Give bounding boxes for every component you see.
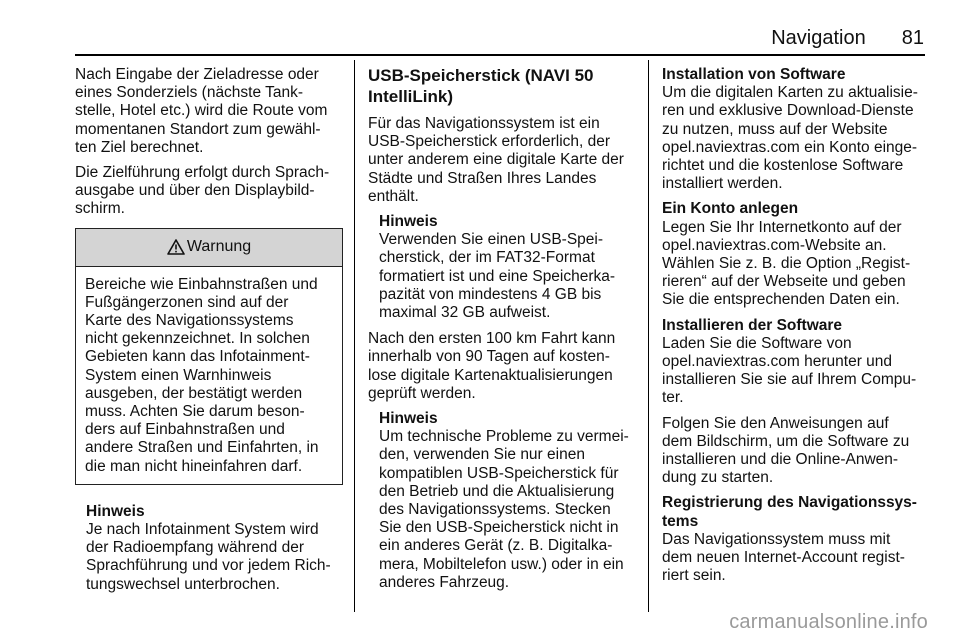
section-title: Navigation [771,27,866,49]
column-divider-1 [354,60,355,612]
warning-title: Warnung [186,238,252,256]
column-1 [75,66,343,602]
create-account-section [662,200,928,309]
note-title: Hinweis [379,213,438,231]
warning-text: Bereiche wie Einbahnstraßen und Fußgängerzonen sind auf der Karte des Navigationssystems nicht gekennzeichnet. In solchen Gebieten kann das Infotainment- System einen Warnhinweis ausgeben, der bestätigt werden muss. Achten Sie darum beson- ders auf Einbahnstraßen und andere Straßen und Einfahrten, in die man nicht hineinfahren darf. [85,275,319,475]
subheading: Installieren der Software [662,316,843,334]
intro-paragraph: Nach Eingabe der Zieladresse oder eines Sonderziels (nächste Tank- stelle, Hotel etc.) wird die Route vom momentanen Standort zum gewähl- ten Ziel berechnet. [75,66,328,156]
section-text: Legen Sie Ihr Internetkonto auf der opel.naviextras.com-Website an. Wählen Sie z. B. die Option „Regist- rieren“ auf der Webseite und geben Sie die entsprechenden Daten ein. [662,218,911,309]
follow-instructions-paragraph: Folgen Sie den Anweisungen auf dem Bildschirm, um die Software zu installieren und die Online-Anwen- dung zu starten. [662,414,910,487]
header-rule [75,54,925,56]
page-header [771,27,924,50]
note-text: Verwenden Sie einen USB-Spei- cherstick, der im FAT32-Format formatiert ist und eine Speicherka- pazität von mindestens 4 GB bis maximal 32 GB aufweist. [379,231,616,322]
warning-box [75,228,343,485]
page-number: 81 [901,27,924,49]
subheading: Installation von Software [662,66,846,83]
registration-section [662,494,928,585]
subheading: Registrierung des Navigationssys- tems [662,494,917,530]
warning-triangle-icon [167,239,185,255]
usb-paragraph: Für das Navigationssystem ist ein USB-Speicherstick erforderlich, der unter anderem eine digitale Karte der Städte und Straßen Ihres Landes enthält. [368,115,624,205]
software-install-section [662,66,928,193]
column-2 [368,66,636,600]
column-divider-2 [648,60,649,612]
section-text: Das Navigationssystem muss mit dem neuen Internet-Account regist- riert sein. [662,530,905,585]
note-usb-format [368,213,636,322]
note-usb-compat [368,410,636,592]
guidance-paragraph: Die Zielführung erfolgt durch Sprach- ausgabe und über den Displaybild- schirm. [75,164,330,218]
note-text: Je nach Infotainment System wird der Radioempfang während der Sprachführung und vor jedem Rich- tungswechsel unterbrochen. [86,521,331,593]
watermark-text: carmanualsonline.info [729,611,928,633]
note-text: Um technische Probleme zu vermei- den, verwenden Sie nur einen kompatiblen USB-Speicherstick für den Betrieb und die Aktualisierung des Navigationssystems. Stecken Sie den USB-Speicherstick nicht in ein anderes Gerät (z. B. Digitalka- mera, Mobiltelefon usw.) oder in ein anderes Fahrzeug. [379,428,629,591]
note-title: Hinweis [86,502,145,520]
note-radio [75,503,343,594]
install-software-section [662,317,928,408]
note-title: Hinweis [379,410,438,428]
section-text: Um die digitalen Karten zu aktualisie- ren und exklusive Download-Dienste zu nutzen, muss auf der Website opel.naviextras.com ein Konto einge- richtet und die kostenlose Software installiert werden. [662,84,918,193]
update-paragraph: Nach den ersten 100 km Fahrt kann innerhalb von 90 Tagen auf kosten- lose digitale Kartenaktualisierungen geprüft werden. [368,330,616,402]
usb-heading: USB-Speicherstick (NAVI 50 IntelliLink) [368,66,594,106]
column-3 [662,66,928,592]
warning-header [76,229,342,267]
section-text: Laden Sie die Software von opel.naviextras.com herunter und installieren Sie sie auf Ihrem Compu- ter. [662,334,917,407]
subheading: Ein Konto anlegen [662,200,799,218]
